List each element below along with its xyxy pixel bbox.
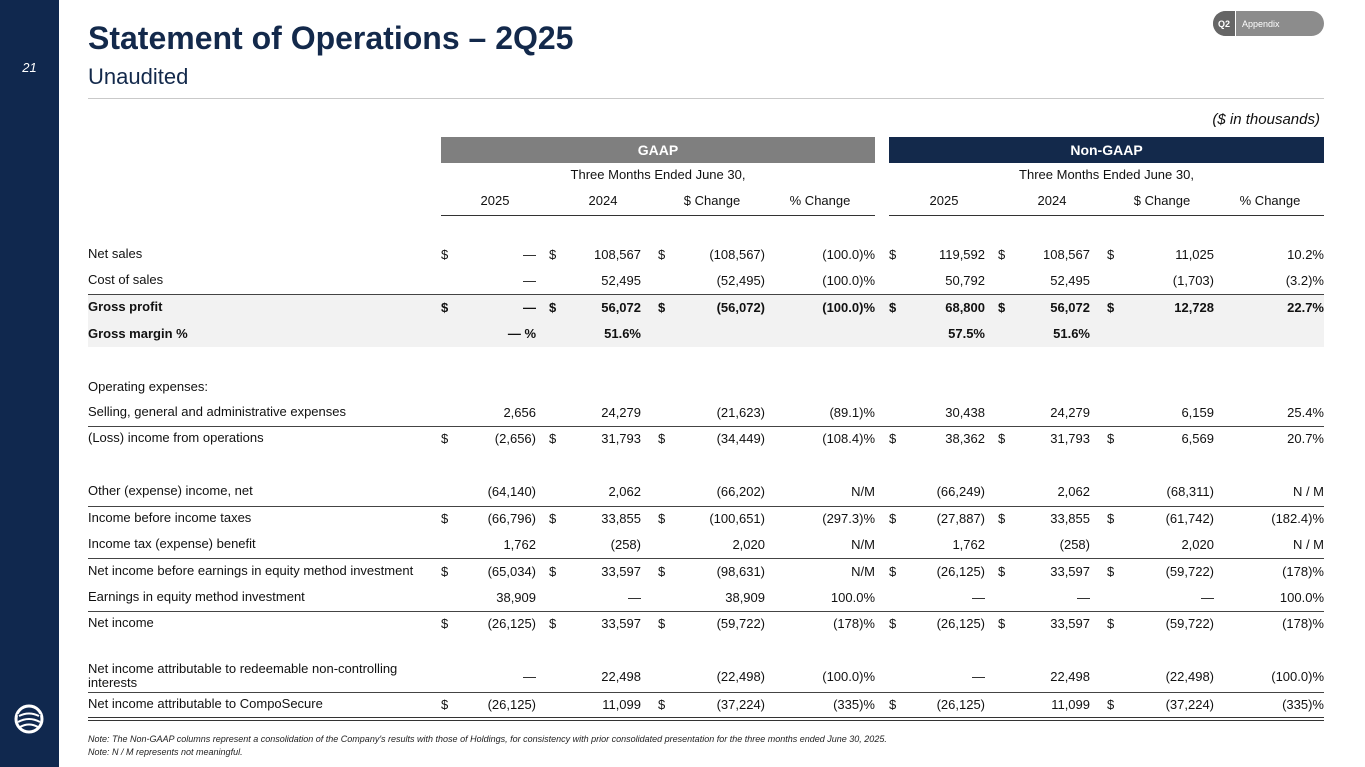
value-cell: (100.0)% [822, 246, 875, 262]
row-label: Net income [88, 615, 154, 630]
value-cell: (26,125) [936, 615, 985, 631]
value-cell: 11,025 [1175, 246, 1214, 262]
value-cell: — [972, 589, 985, 605]
value-cell: (68,311) [1166, 483, 1214, 499]
dollar-sign: $ [549, 615, 557, 631]
value-cell: 2,020 [732, 536, 765, 552]
dollar-sign: $ [549, 510, 557, 526]
value-cell: 33,855 [601, 510, 641, 526]
value-cell: 22.7% [1287, 299, 1324, 315]
dollar-sign: $ [658, 563, 666, 579]
value-cell: 68,800 [945, 299, 985, 315]
value-cell: — [628, 589, 641, 605]
value-cell: (108.4)% [822, 430, 875, 446]
value-cell: (21,623) [716, 404, 765, 420]
value-cell: 24,279 [601, 404, 641, 420]
dollar-sign: $ [549, 246, 557, 262]
value-cell: (59,722) [1165, 563, 1214, 579]
table-row-net-income-attributable-to-redeemable-non-controlling-interests [88, 660, 1324, 692]
value-cell: 33,855 [1050, 510, 1090, 526]
value-cell: 56,072 [1050, 299, 1090, 315]
value-cell: — [523, 668, 536, 684]
value-cell: 31,793 [601, 430, 641, 446]
dollar-sign: $ [549, 299, 557, 315]
value-cell: 38,362 [945, 430, 985, 446]
column-header: % Change [789, 193, 851, 208]
value-cell: (37,224) [1165, 696, 1214, 712]
table-row-other-expense-income-net [88, 480, 1324, 502]
table-row-gross-profit [88, 294, 1324, 320]
row-label: Operating expenses: [88, 379, 208, 394]
value-cell: (59,722) [1165, 615, 1214, 631]
value-cell: 31,793 [1050, 430, 1090, 446]
page-subtitle: Unaudited [88, 64, 189, 89]
value-cell: 50,792 [945, 272, 985, 288]
value-cell: 2,062 [608, 483, 641, 499]
value-cell: (22,498) [1165, 668, 1214, 684]
value-cell: 22,498 [1050, 668, 1090, 684]
value-cell: (100,651) [709, 510, 765, 526]
value-cell: (66,249) [936, 483, 985, 499]
footnote-nongaap: Note: The Non-GAAP columns represent a consolidation of the Company's results with those of Holdings, for consistency with prior consolidated presentation for the three months ended June 30, 2025. [88, 734, 887, 744]
dollar-sign: $ [889, 696, 897, 712]
row-label: Net income attributable to redeemable non-controlling interests [88, 661, 398, 690]
dollar-sign: $ [441, 246, 449, 262]
value-cell: — [1077, 589, 1090, 605]
header-rule-nongaap [889, 215, 1324, 216]
value-cell: (258) [610, 536, 641, 552]
dollar-sign: $ [889, 615, 897, 631]
value-cell: (26,125) [936, 696, 985, 712]
table-row-net-sales [88, 243, 1324, 265]
value-cell: (108,567) [709, 246, 765, 262]
value-cell: — % [507, 326, 536, 341]
value-cell: 33,597 [601, 615, 641, 631]
dollar-sign: $ [441, 615, 449, 631]
table-row-income-tax-expense-benefit [88, 532, 1324, 556]
column-header: $ Change [1133, 193, 1191, 208]
value-cell: 52,495 [601, 272, 641, 288]
value-cell: (100.0)% [822, 299, 875, 315]
value-cell: 33,597 [1050, 615, 1090, 631]
dollar-sign: $ [998, 563, 1006, 579]
value-cell: 33,597 [1050, 563, 1090, 579]
value-cell: N/M [851, 536, 875, 552]
gaap-header: GAAP [441, 137, 875, 163]
row-label: Selling, general and administrative expenses [88, 404, 346, 419]
value-cell: — [523, 272, 536, 288]
dollar-sign: $ [549, 430, 557, 446]
dollar-sign: $ [441, 510, 449, 526]
column-header: 2025 [480, 193, 510, 208]
value-cell: (2,656) [494, 430, 536, 446]
section-tag-quarter: Q2 [1213, 11, 1236, 36]
value-cell: (1,703) [1172, 272, 1214, 288]
value-cell: — [972, 668, 985, 684]
value-cell: 30,438 [945, 404, 985, 420]
row-label: Other (expense) income, net [88, 483, 253, 498]
sidebar [0, 0, 59, 767]
dollar-sign: $ [658, 696, 666, 712]
value-cell: (61,742) [1165, 510, 1214, 526]
value-cell: N / M [1292, 483, 1324, 499]
row-label: (Loss) income from operations [88, 430, 264, 445]
value-cell: (178)% [1282, 615, 1324, 631]
dollar-sign: $ [1107, 696, 1115, 712]
value-cell: (59,722) [716, 615, 765, 631]
dollar-sign: $ [1107, 299, 1115, 315]
value-cell: 38,909 [725, 589, 765, 605]
column-header: 2024 [1037, 193, 1067, 208]
dollar-sign: $ [998, 510, 1006, 526]
table-row-net-income-before-earnings-in-equity-method-investment [88, 558, 1324, 584]
row-label: Net sales [88, 246, 143, 261]
table-bottom-rule [88, 717, 1324, 718]
value-cell: (27,887) [936, 510, 985, 526]
table-row-cost-of-sales [88, 269, 1324, 291]
value-cell: 100.0% [1279, 589, 1324, 605]
value-cell: 22,498 [601, 668, 641, 684]
dollar-sign: $ [1107, 510, 1115, 526]
table-row-net-income [88, 611, 1324, 635]
value-cell: 100.0% [830, 589, 875, 605]
value-cell: 24,279 [1050, 404, 1090, 420]
dollar-sign: $ [441, 696, 449, 712]
table-row-operating-expenses [88, 376, 1324, 398]
row-label: Gross margin % [88, 325, 188, 341]
dollar-sign: $ [998, 246, 1006, 262]
value-cell: N/M [851, 483, 875, 499]
value-cell: (26,125) [487, 696, 536, 712]
row-label: Net income attributable to CompoSecure [88, 696, 323, 711]
column-header: 2025 [929, 193, 959, 208]
value-cell: 119,592 [938, 246, 985, 262]
table-row-income-before-income-taxes [88, 506, 1324, 530]
value-cell: 6,159 [1181, 404, 1214, 420]
dollar-sign: $ [441, 563, 449, 579]
value-cell: N/M [851, 563, 875, 579]
table-row-selling-general-and-administrative-expenses [88, 401, 1324, 423]
dollar-sign: $ [441, 430, 449, 446]
value-cell: 2,020 [1181, 536, 1214, 552]
value-cell: — [523, 299, 536, 315]
value-cell: 10.2% [1287, 246, 1324, 262]
dollar-sign: $ [998, 615, 1006, 631]
value-cell: 51.6% [604, 326, 641, 341]
dollar-sign: $ [889, 246, 897, 262]
dollar-sign: $ [1107, 246, 1115, 262]
value-cell: (66,796) [487, 510, 536, 526]
dollar-sign: $ [889, 563, 897, 579]
dollar-sign: $ [1107, 430, 1115, 446]
period-header-gaap: Three Months Ended June 30, [570, 167, 746, 182]
dollar-sign: $ [998, 299, 1006, 315]
row-label: Income before income taxes [88, 510, 252, 525]
dollar-sign: $ [889, 510, 897, 526]
dollar-sign: $ [441, 299, 449, 315]
dollar-sign: $ [1107, 563, 1115, 579]
value-cell: (89.1)% [829, 404, 875, 420]
value-cell: 6,569 [1181, 430, 1214, 446]
row-label: Net income before earnings in equity method investment [88, 563, 414, 578]
dollar-sign: $ [658, 246, 666, 262]
nongaap-header: Non-GAAP [889, 137, 1324, 163]
value-cell: — [523, 246, 536, 262]
value-cell: (65,034) [487, 563, 536, 579]
value-cell: 33,597 [601, 563, 641, 579]
dollar-sign: $ [889, 299, 897, 315]
table-row-gross-margin [88, 320, 1324, 347]
dollar-sign: $ [998, 430, 1006, 446]
row-label: Gross profit [88, 299, 163, 314]
dollar-sign: $ [889, 430, 897, 446]
value-cell: (98,631) [716, 563, 765, 579]
value-cell: 1,762 [503, 536, 536, 552]
value-cell: 11,099 [1051, 696, 1090, 712]
value-cell: (182.4)% [1271, 510, 1324, 526]
value-cell: 11,099 [602, 696, 641, 712]
value-cell: 38,909 [496, 589, 536, 605]
dollar-sign: $ [549, 563, 557, 579]
value-cell: (22,498) [716, 668, 765, 684]
value-cell: 2,062 [1057, 483, 1090, 499]
value-cell: — [1201, 589, 1214, 605]
row-label: Earnings in equity method investment [88, 589, 305, 604]
value-cell: 108,567 [1043, 246, 1090, 262]
period-header-nongaap: Three Months Ended June 30, [1019, 167, 1194, 182]
value-cell: (335)% [833, 696, 875, 712]
value-cell: 56,072 [601, 299, 641, 315]
value-cell: 25.4% [1287, 404, 1324, 420]
value-cell: (26,125) [487, 615, 536, 631]
header-rule-gaap [441, 215, 875, 216]
dollar-sign: $ [1107, 615, 1115, 631]
dollar-sign: $ [658, 510, 666, 526]
title-divider [88, 98, 1324, 99]
value-cell: (56,072) [716, 299, 765, 315]
value-cell: 57.5% [948, 326, 985, 341]
section-tag [1213, 11, 1324, 36]
row-label: Income tax (expense) benefit [88, 536, 256, 551]
dollar-sign: $ [658, 615, 666, 631]
value-cell: (26,125) [936, 563, 985, 579]
value-cell: 20.7% [1287, 430, 1324, 446]
value-cell: (66,202) [716, 483, 765, 499]
section-tag-label: Appendix [1242, 18, 1280, 29]
value-cell: (297.3)% [822, 510, 875, 526]
dollar-sign: $ [658, 430, 666, 446]
column-header: $ Change [683, 193, 741, 208]
value-cell: 108,567 [594, 246, 641, 262]
value-cell: (258) [1059, 536, 1090, 552]
table-bottom-rule [88, 720, 1324, 721]
column-header: 2024 [588, 193, 618, 208]
value-cell: (64,140) [487, 483, 536, 499]
value-cell: 51.6% [1053, 326, 1090, 341]
value-cell: 12,728 [1174, 299, 1214, 315]
value-cell: 2,656 [503, 404, 536, 420]
value-cell: (52,495) [716, 272, 765, 288]
page-title: Statement of Operations – 2Q25 [88, 20, 574, 56]
value-cell: (100.0)% [822, 272, 875, 288]
composecure-logo-icon [14, 704, 44, 734]
value-cell: (178)% [1282, 563, 1324, 579]
table-row-net-income-attributable-to-composecure [88, 692, 1324, 716]
value-cell: (335)% [1282, 696, 1324, 712]
table-row-loss-income-from-operations [88, 426, 1324, 450]
footnote-nm: Note: N / M represents not meaningful. [88, 747, 243, 757]
value-cell: (34,449) [716, 430, 765, 446]
value-cell: (100.0)% [822, 668, 875, 684]
units-note: ($ in thousands) [1212, 111, 1320, 128]
value-cell: 52,495 [1050, 272, 1090, 288]
page-number: 21 [22, 60, 37, 75]
value-cell: 1,762 [952, 536, 985, 552]
table-row-earnings-in-equity-method-investment [88, 585, 1324, 609]
value-cell: (100.0)% [1271, 668, 1324, 684]
value-cell: (3.2)% [1285, 272, 1324, 288]
column-header: % Change [1239, 193, 1301, 208]
row-label: Cost of sales [88, 272, 164, 287]
dollar-sign: $ [658, 299, 666, 315]
value-cell: (178)% [833, 615, 875, 631]
value-cell: N / M [1292, 536, 1324, 552]
value-cell: (37,224) [716, 696, 765, 712]
